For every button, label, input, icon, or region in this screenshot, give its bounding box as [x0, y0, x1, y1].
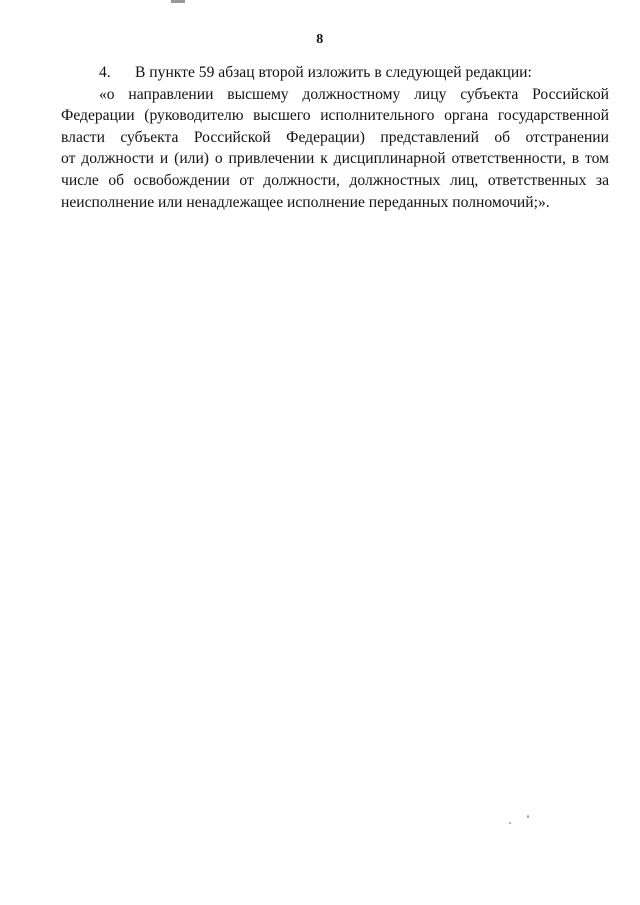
scan-speck	[509, 822, 511, 824]
document-body	[61, 62, 609, 213]
quote-line-2: Федерации (руководителю высшего исполнительного органа государственной	[61, 107, 609, 125]
amendment-item	[61, 62, 609, 84]
item-number: 4.	[99, 64, 111, 81]
page-number: 8	[316, 32, 324, 47]
quote-line-1: «о направлении высшему должностному лицу субъекта Российской	[99, 85, 609, 103]
scan-speck	[527, 815, 529, 818]
quote-line-4: от должности и (или) о привлечении к дисциплинарной ответственности, в том	[61, 150, 609, 168]
quote-line-5: числе об освобождении от должности, должностных лиц, ответственных за	[61, 171, 609, 189]
item-text: В пункте 59 абзац второй изложить в следующей редакции:	[135, 64, 532, 81]
quote-line-6: неисполнение или ненадлежащее исполнение переданных полномочий;».	[61, 193, 550, 211]
quote-line-3: власти субъекта Российской Федерации) представлений об отстранении	[61, 128, 609, 146]
scan-artifact	[171, 0, 185, 3]
